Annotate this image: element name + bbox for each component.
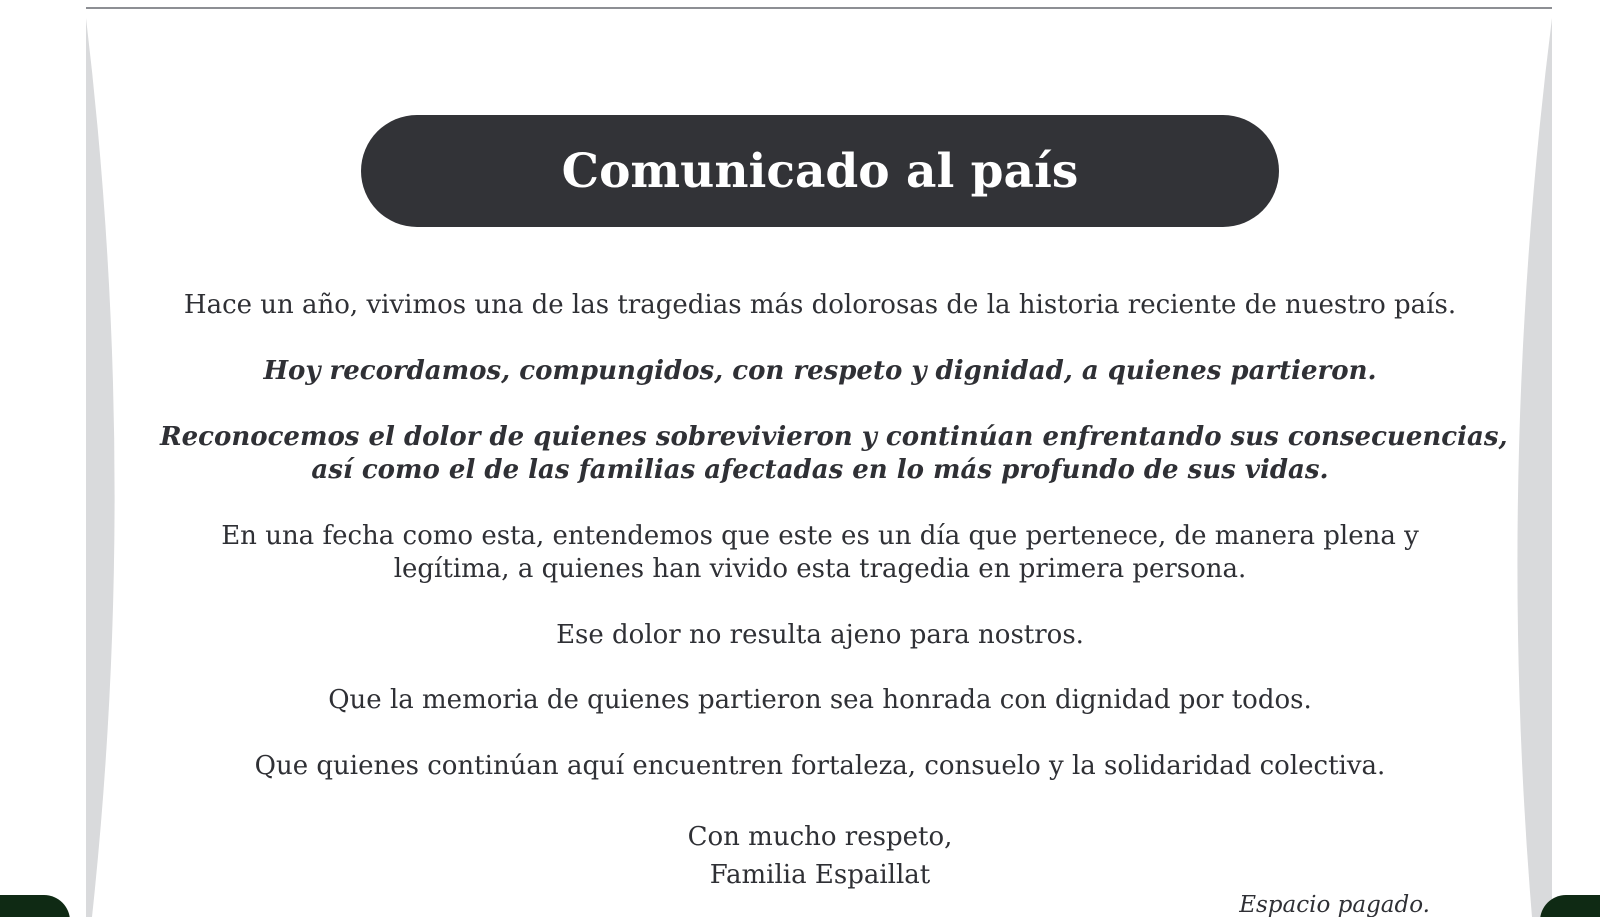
closing-salutation: Con mucho respeto, (687, 822, 953, 852)
paragraph-intro: Hace un año, vivimos una de las tragedias más dolorosas de la historia reciente de nuestro país. (183, 290, 1457, 320)
right-side-curve (1517, 18, 1552, 917)
paragraph-recognition (160, 421, 1508, 487)
page-title: Comunicado al país (561, 143, 1079, 199)
left-side-curve (86, 18, 115, 917)
paragraph-strength: Que quienes continúan aquí encuentren fortaleza, consuelo y la solidaridad colectiva. (254, 751, 1386, 781)
title-banner (361, 115, 1279, 227)
paragraph-shared-pain: Ese dolor no resulta ajeno para nostros. (556, 620, 1084, 650)
paragraph-recognition-line-2: así como el de las familias afectadas en lo más profundo de sus vidas. (311, 455, 1329, 485)
paragraph-recognition-line-1: Reconocemos el dolor de quienes sobrevivieron y continúan enfrentando sus consecuencias, (160, 422, 1508, 452)
paragraph-date-meaning (160, 520, 1480, 586)
paragraph-memory: Que la memoria de quienes partieron sea honrada con dignidad por todos. (328, 685, 1312, 715)
paid-space-note: Espacio pagado. (1239, 892, 1430, 917)
closing-signature: Familia Espaillat (709, 860, 931, 890)
paragraph-remembrance: Hoy recordamos, compungidos, con respeto y dignidad, a quienes partieron. (263, 356, 1377, 386)
closing-block (160, 818, 1480, 894)
paragraph-date-meaning-line-1: En una fecha como esta, entendemos que este es un día que pertenece, de manera plena y (221, 521, 1419, 551)
paragraph-date-meaning-line-2: legítima, a quienes han vivido esta tragedia en primera persona. (393, 554, 1247, 584)
